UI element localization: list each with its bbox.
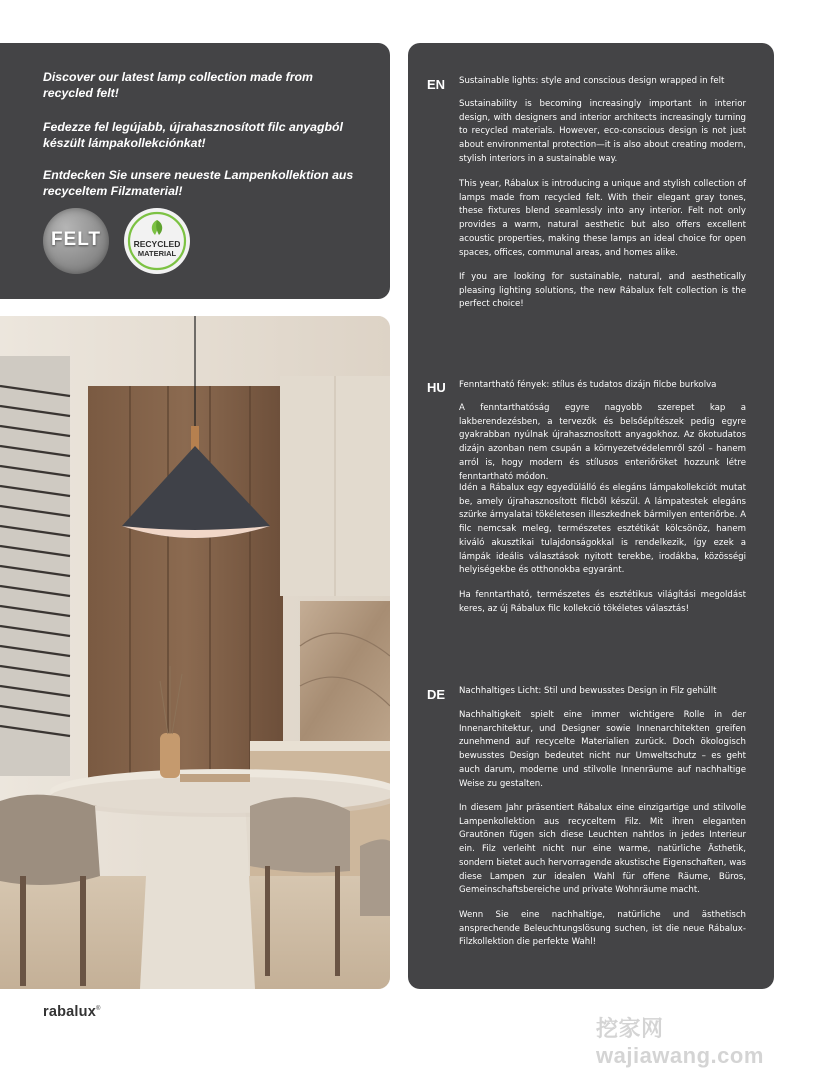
- intro-text-hu: Fedezze fel legújabb, újrahasznosított filc anyagból készült lámpakollekciónkat!: [43, 120, 343, 150]
- section-hu-paragraph-1: A fenntarthatóság egyre nagyobb szerepet kap a lakberendezésben, a tervezők és belsőépítészek pedig egyre gyakrabban nyúlnak újrahasznosított anyagokhoz. Az ökotudatos dizájn azonban nem csupán a környezetvédelemről szól – hanem arról is, hogy modern és stílusos enteriőröket hozzunk létre fenntartható módon.: [459, 403, 746, 482]
- registered-mark: ®: [95, 1006, 101, 1013]
- multilingual-text-panel: [408, 43, 774, 989]
- section-de-paragraph-3: Wenn Sie eine nachhaltige, natürliche und ästhetisch ansprechende Beleuchtungslösung suchen, ist die neue Rábalux-Filzkollektion die perfekte Wahl!: [459, 910, 746, 948]
- section-hu-paragraph-2: Idén a Rábalux egy egyedülálló és elegáns lámpakollekciót mutat be, amely újrahasznosított filcből készül. A lámpatestek elegáns szürke árnyalatai tökéletesen illeszkednek bármilyen enteriőrbe. A filc nemcsak meleg, természetes esztétikát kölcsönöz, hanem kiváló akusztikai tulajdonságokkal is rendelkezik, így ezek a lámpák ideális választások nyitott terekbe, irodákba, közösségi helyiségekbe és otthonokba egyaránt.: [459, 483, 746, 576]
- recycled-badge-line1: RECYCLED: [133, 239, 181, 249]
- felt-badge-label: FELT: [50, 229, 102, 250]
- dining-room-image: [0, 316, 390, 989]
- language-code-hu: HU: [427, 380, 446, 395]
- intro-text-en: Discover our latest lamp collection made from recycled felt!: [43, 70, 313, 100]
- logo-text: rabalux: [43, 1004, 96, 1020]
- language-code-en: EN: [427, 77, 446, 92]
- section-en-paragraph-1: Sustainability is becoming increasingly important in interior design, with designers and interior architects increasingly turning to recycled materials. However, eco-conscious design is not just about environmental protection—it is also about creating modern, stylish interiors in a sustainable way.: [459, 99, 746, 164]
- interior-photo: [0, 316, 390, 989]
- section-title-de: Nachhaltiges Licht: Stil und bewusstes Design in Filz gehüllt: [459, 686, 717, 696]
- section-hu-paragraph-3: Ha fenntartható, természetes és esztétikus világítási megoldást keres, az új Rábalux filc kollekció tökéletes választás!: [459, 590, 746, 614]
- intro-panel: [0, 43, 390, 299]
- recycled-badge-line2: MATERIAL: [137, 249, 177, 258]
- section-en-paragraph-2: This year, Rábalux is introducing a unique and stylish collection of lamps made from recycled felt. With their elegant gray tones, these fixtures blend seamlessly into any interior. Felt not only provides a warm, natural aesthetic but also offers excellent acoustic properties, making these lamps an ideal choice for open spaces, offices, communal areas, and homes alike.: [459, 179, 746, 258]
- recycled-material-badge: [124, 208, 190, 274]
- rabalux-logo: [43, 1004, 101, 1020]
- section-en-paragraph-3: If you are looking for sustainable, natural, and aesthetically pleasing lighting solutions, the new Rábalux felt collection is the perfect choice!: [459, 272, 746, 310]
- felt-badge: [43, 208, 109, 274]
- intro-text-de: Entdecken Sie unsere neueste Lampenkollektion aus recyceltem Filzmaterial!: [43, 168, 354, 198]
- section-de-paragraph-2: In diesem Jahr präsentiert Rábalux eine einzigartige und stilvolle Lampenkollektion aus recyceltem Filz. Mit ihren eleganten Grautönen fügen sich diese Leuchten nahtlos in jedes Interieur ein. Filz verleiht nicht nur eine warme, natürliche Ästhetik, sondern bietet auch hervorragende akustische Eigenschaften, was diese Lampen zur idealen Wahl für offene Räume, Büros, Gemeinschaftsbereiche und private Wohnräume macht.: [459, 803, 746, 896]
- language-code-de: DE: [427, 687, 446, 702]
- section-de-paragraph-1: Nachhaltigkeit spielt eine immer wichtigere Rolle in der Innenarchitektur, und Designer sowie Innenarchitekten greifen zunehmend auf recycelte Materialien zurück. Doch ökologisch bewusstes Design bedeutet nicht nur Umweltschutz – es geht auch darum, moderne und stilvolle Innenräume auf nachhaltige Weise zu gestalten.: [459, 710, 746, 789]
- section-title-en: Sustainable lights: style and conscious design wrapped in felt: [459, 76, 725, 86]
- watermark: 挖家网 wajiawang.com: [596, 1016, 764, 1068]
- section-title-hu: Fenntartható fények: stílus és tudatos dizájn filcbe burkolva: [459, 380, 717, 390]
